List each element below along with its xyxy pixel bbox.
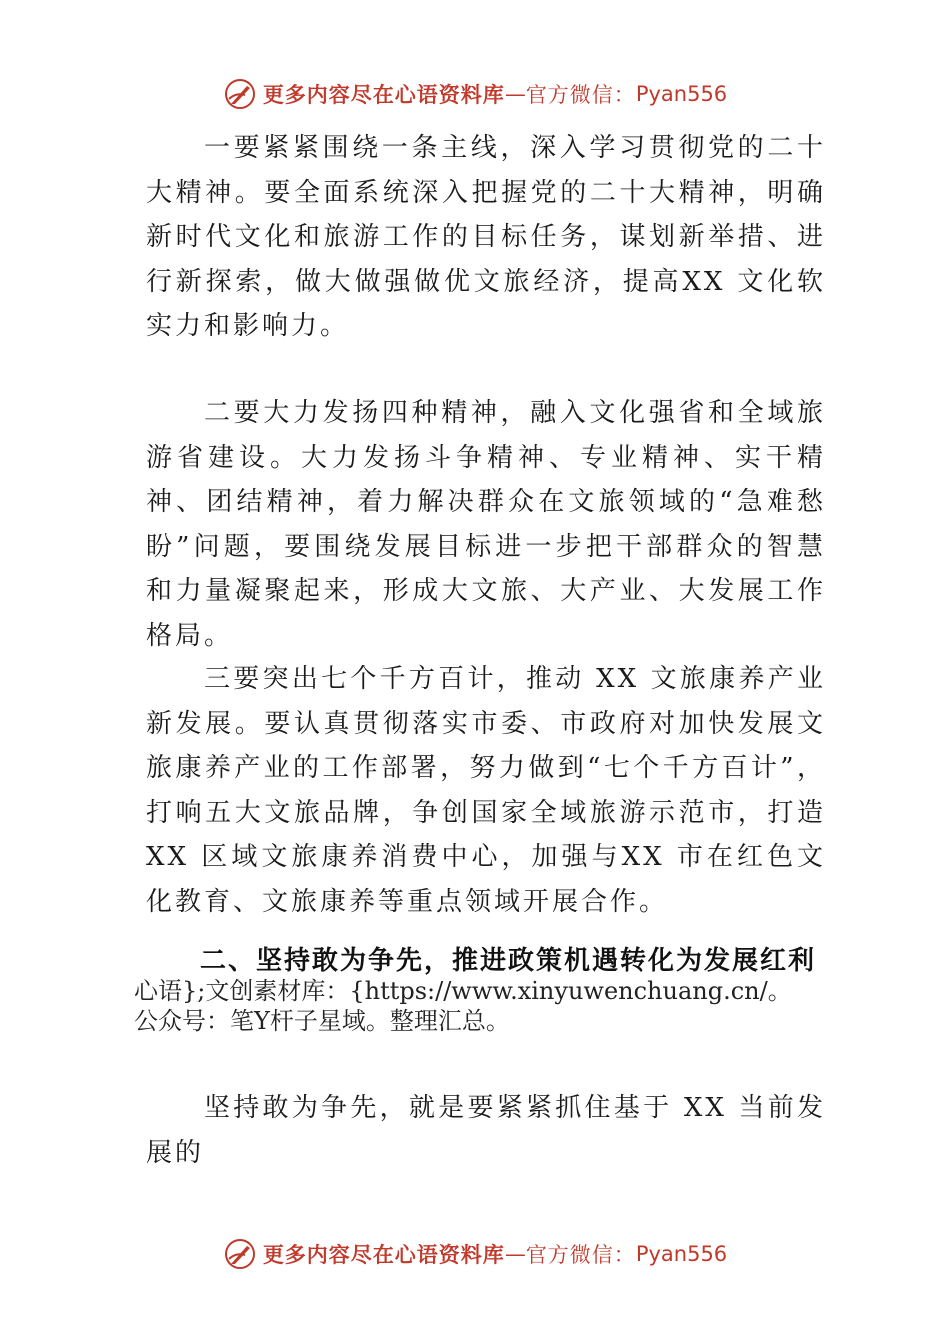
source-note [134, 976, 834, 1036]
body-paragraph-2: 二要大力发扬四种精神，融入文化强省和全域旅游省建设。大力发扬斗争精神、专业精神、实干精神、团结精神，着力解决群众在文旅领域的“急难愁盼”问题，要围绕发展目标进一步把干部群众的智慧和力量凝聚起来，形成大文旅、大产业、大发展工作格局。 [146, 398, 826, 651]
footer-wechat-id: Pyan556 [635, 1242, 728, 1266]
body-paragraph-3: 三要突出七个千方百计，推动 XX 文旅康养产业新发展。要认真贯彻落实市委、市政府对加快发展文旅康养产业的工作部署，努力做到“七个千方百计”，打响五大文旅品牌，争创国家全域旅游示范市，打造XX 区域文旅康养消费中心，加强与XX 市在红色文化教育、文旅康养等重点领域开展合作。 [146, 664, 826, 917]
header-wechat-id: Pyan556 [635, 82, 728, 106]
source-line-2: 公众号：笔Y杆子星域。整理汇总。 [134, 1007, 510, 1035]
body-paragraph-1: 一要紧紧围绕一条主线，深入学习贯彻党的二十大精神。要全面系统深入把握党的二十大精神，明确新时代文化和旅游工作的目标任务，谋划新举措、进行新探索，做大做强做优文旅经济，提高XX 文化软实力和影响力。 [146, 133, 826, 341]
header-separator: — [504, 82, 526, 106]
section-heading-2: 二、坚持敢为争先，推进政策机遇转化为发展红利 [200, 946, 817, 976]
footer-separator: — [504, 1242, 526, 1266]
source-line-1: 心语};文创素材库：{https://www.xinyuwenchuang.cn/。 [134, 977, 792, 1005]
footer-banner-text: 更多内容尽在心语资料库 [262, 1242, 505, 1267]
body-paragraph-4: 坚持敢为争先，就是要紧紧抓住基于 XX 当前发展的 [146, 1093, 826, 1168]
footer-wechat-label: 官方微信： [525, 1243, 636, 1267]
page-footer-banner [0, 1234, 950, 1274]
quill-pen-logo-icon [223, 1237, 257, 1271]
quill-pen-logo-icon [223, 77, 257, 111]
header-banner-text: 更多内容尽在心语资料库 [262, 82, 505, 107]
header-wechat-label: 官方微信： [525, 83, 636, 107]
page-header-banner [0, 74, 950, 114]
